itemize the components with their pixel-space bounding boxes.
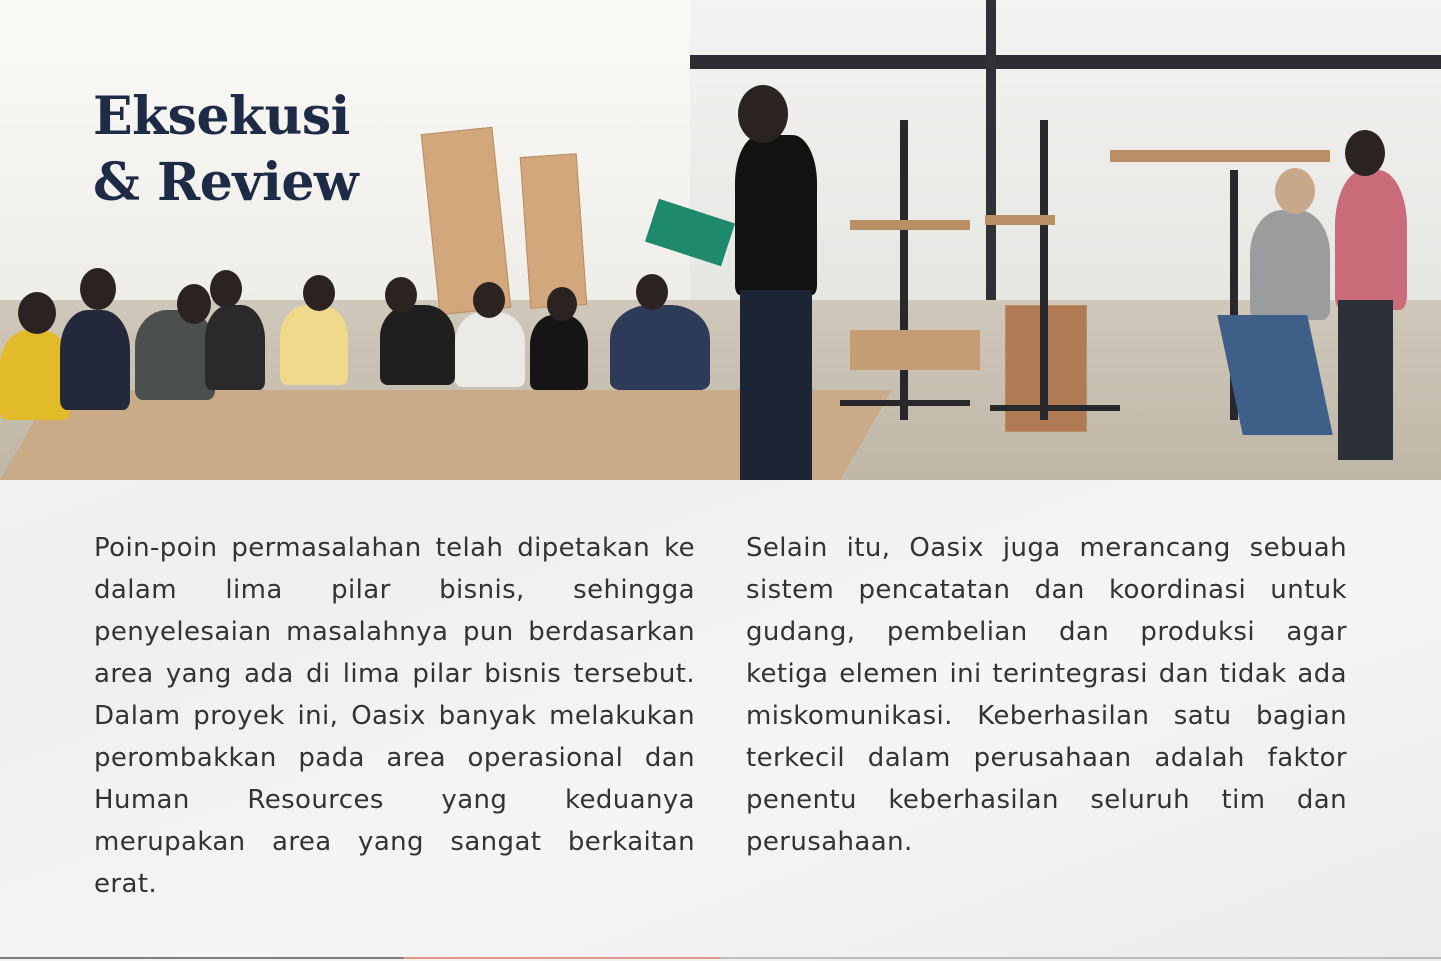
photo-person: [380, 305, 455, 385]
photo-person-head: [636, 274, 668, 310]
left-paragraph: Poin-poin permasalahan telah dipetakan ke dalam lima pilar bisnis, sehingga penyelesaian masalahnya pun berdasarkan area yang ada di lima pilar bisnis tersebut. Dalam proyek ini, Oasix banyak melakukan perombakkan pada area operasional dan Human Resources yang keduanya merupakan area yang sangat berkaitan erat.: [94, 533, 695, 899]
photo-person: [1335, 170, 1407, 310]
photo-presenter-legs: [740, 290, 812, 480]
photo-person: [530, 315, 588, 390]
photo-person: [205, 305, 265, 390]
photo-rack-shelf: [1110, 150, 1330, 162]
photo-wood-panel: [520, 153, 587, 309]
photo-person-head: [80, 268, 116, 310]
photo-person-head: [177, 284, 211, 324]
photo-person: [135, 310, 215, 400]
photo-rack-shelf: [985, 215, 1055, 225]
photo-person: [455, 312, 525, 387]
photo-person-head: [18, 292, 56, 334]
photo-rack-base: [840, 400, 970, 406]
photo-rack-shelf: [850, 330, 980, 370]
photo-person: [280, 305, 348, 385]
photo-ceiling-beam: [690, 55, 1441, 69]
photo-person-head: [473, 282, 505, 318]
page-title: [93, 84, 358, 216]
photo-person-head: [210, 270, 242, 308]
photo-person-head: [547, 287, 577, 321]
page-title-line-1: Eksekusi: [93, 86, 350, 147]
footer-divider: [0, 957, 1441, 959]
photo-person-head: [303, 275, 335, 311]
photo-person: [610, 305, 710, 390]
photo-person-head: [738, 85, 788, 143]
photo-person-head: [385, 277, 417, 313]
photo-person-head: [1345, 130, 1385, 176]
photo-person-legs: [1338, 300, 1393, 460]
photo-rack-base: [990, 405, 1120, 411]
photo-person-head: [1275, 168, 1315, 214]
photo-rack-post: [900, 120, 908, 420]
photo-presenter: [735, 135, 817, 295]
photo-person: [1250, 210, 1330, 320]
right-paragraph: Selain itu, Oasix juga merancang sebuah sistem pencatatan dan koordinasi untuk gudang, pembelian dan produksi agar ketiga elemen ini terintegrasi dan tidak ada miskomunikasi. Keberhasilan satu bagian terkecil dalam perusahaan adalah faktor penentu keberhasilan seluruh tim dan perusahaan.: [746, 533, 1347, 857]
photo-rack-post: [1040, 120, 1048, 420]
photo-rack-shelf: [850, 220, 970, 230]
photo-steel-column: [986, 0, 996, 300]
hero-photo: [0, 0, 1441, 480]
page-title-line-2: & Review: [93, 152, 359, 213]
photo-person: [60, 310, 130, 410]
